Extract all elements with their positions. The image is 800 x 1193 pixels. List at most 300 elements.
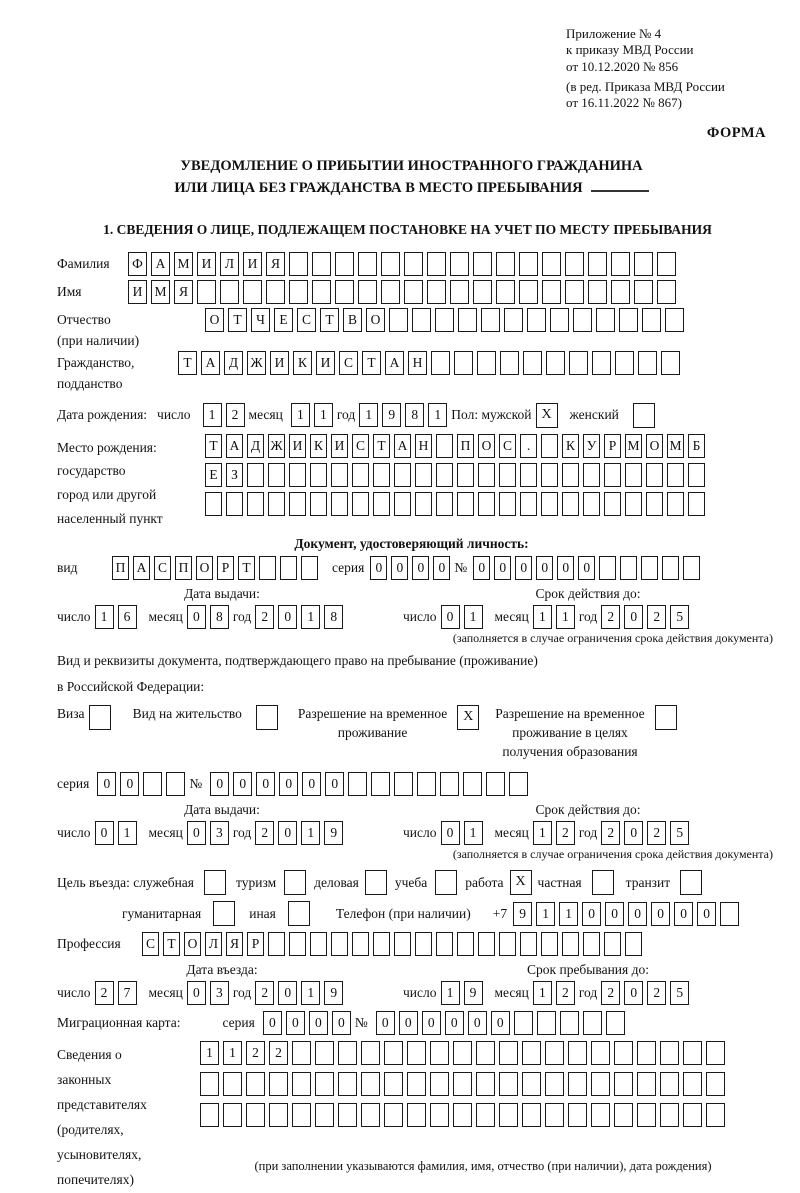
char-cell[interactable] [312,252,331,276]
char-cell[interactable]: Т [163,932,180,956]
char-cell[interactable]: Р [217,556,234,580]
char-cell[interactable] [634,252,653,276]
char-cell[interactable] [417,772,436,796]
char-cell[interactable] [352,492,369,516]
char-cell[interactable]: И [128,280,147,304]
char-cell[interactable] [599,556,616,580]
char-cell[interactable]: 9 [513,902,532,926]
char-cell[interactable] [527,308,546,332]
char-cell[interactable] [310,932,327,956]
char-cell[interactable]: А [394,434,411,458]
char-cell[interactable]: 0 [441,605,460,629]
transit-checkbox[interactable] [680,870,702,895]
char-cell[interactable] [259,556,276,580]
char-cell[interactable] [565,280,584,304]
char-cell[interactable] [223,1072,242,1096]
official-checkbox[interactable] [204,870,226,895]
char-cell[interactable] [614,1103,633,1127]
char-cell[interactable] [407,1103,426,1127]
char-cell[interactable] [662,556,679,580]
char-cell[interactable]: Ж [268,434,285,458]
char-cell[interactable]: Р [247,932,264,956]
char-cell[interactable]: У [583,434,600,458]
char-cell[interactable] [611,252,630,276]
char-cell[interactable]: Е [274,308,293,332]
char-cell[interactable]: 1 [314,403,333,427]
char-cell[interactable]: 0 [536,556,553,580]
char-cell[interactable]: 0 [97,772,116,796]
char-cell[interactable] [220,280,239,304]
char-cell[interactable]: Д [247,434,264,458]
char-cell[interactable] [476,1103,495,1127]
char-cell[interactable]: 1 [203,403,222,427]
char-cell[interactable] [720,902,739,926]
char-cell[interactable] [394,463,411,487]
char-cell[interactable] [550,308,569,332]
char-cell[interactable] [430,1072,449,1096]
char-cell[interactable]: 0 [445,1011,464,1035]
char-cell[interactable]: 0 [210,772,229,796]
char-cell[interactable]: 5 [670,981,689,1005]
char-cell[interactable] [384,1072,403,1096]
char-cell[interactable] [384,1103,403,1127]
char-cell[interactable] [268,463,285,487]
char-cell[interactable] [661,351,680,375]
char-cell[interactable]: 0 [441,821,460,845]
char-cell[interactable] [496,280,515,304]
char-cell[interactable] [315,1041,334,1065]
char-cell[interactable] [143,772,162,796]
char-cell[interactable] [500,351,519,375]
char-cell[interactable] [537,1011,556,1035]
char-cell[interactable] [315,1072,334,1096]
char-cell[interactable] [499,463,516,487]
char-cell[interactable]: 0 [95,821,114,845]
char-cell[interactable]: Я [174,280,193,304]
char-cell[interactable] [541,492,558,516]
char-cell[interactable] [660,1072,679,1096]
char-cell[interactable] [292,1041,311,1065]
char-cell[interactable] [541,932,558,956]
char-cell[interactable]: Т [373,434,390,458]
char-cell[interactable] [436,932,453,956]
char-cell[interactable] [358,252,377,276]
char-cell[interactable]: О [205,308,224,332]
char-cell[interactable] [335,280,354,304]
char-cell[interactable] [560,1011,579,1035]
char-cell[interactable] [436,492,453,516]
char-cell[interactable]: 8 [405,403,424,427]
char-cell[interactable]: К [562,434,579,458]
char-cell[interactable]: П [457,434,474,458]
char-cell[interactable]: 0 [491,1011,510,1035]
char-cell[interactable]: 0 [697,902,716,926]
char-cell[interactable]: 2 [647,605,666,629]
char-cell[interactable]: Ф [128,252,147,276]
char-cell[interactable]: И [270,351,289,375]
char-cell[interactable]: 0 [370,556,387,580]
char-cell[interactable]: 8 [324,605,343,629]
char-cell[interactable] [520,932,537,956]
char-cell[interactable]: 1 [428,403,447,427]
char-cell[interactable] [588,280,607,304]
char-cell[interactable]: 9 [382,403,401,427]
char-cell[interactable]: К [310,434,327,458]
char-cell[interactable]: 2 [246,1041,265,1065]
char-cell[interactable]: Т [178,351,197,375]
char-cell[interactable] [331,492,348,516]
char-cell[interactable] [625,492,642,516]
char-cell[interactable]: Ч [251,308,270,332]
char-cell[interactable] [268,932,285,956]
char-cell[interactable] [583,463,600,487]
char-cell[interactable] [453,1041,472,1065]
char-cell[interactable]: Т [362,351,381,375]
char-cell[interactable] [361,1041,380,1065]
char-cell[interactable] [431,351,450,375]
char-cell[interactable]: Т [205,434,222,458]
char-cell[interactable]: 0 [494,556,511,580]
char-cell[interactable] [473,252,492,276]
char-cell[interactable]: 2 [95,981,114,1005]
char-cell[interactable] [280,556,297,580]
char-cell[interactable] [546,351,565,375]
char-cell[interactable] [486,772,505,796]
char-cell[interactable] [450,252,469,276]
char-cell[interactable] [499,492,516,516]
char-cell[interactable] [481,308,500,332]
char-cell[interactable] [292,1072,311,1096]
char-cell[interactable] [310,463,327,487]
char-cell[interactable] [591,1041,610,1065]
char-cell[interactable] [407,1041,426,1065]
char-cell[interactable]: 0 [605,902,624,926]
char-cell[interactable] [338,1103,357,1127]
char-cell[interactable] [583,492,600,516]
char-cell[interactable] [243,280,262,304]
char-cell[interactable]: 0 [412,556,429,580]
char-cell[interactable]: К [293,351,312,375]
char-cell[interactable]: 1 [441,981,460,1005]
char-cell[interactable]: 9 [324,981,343,1005]
char-cell[interactable] [541,434,558,458]
char-cell[interactable]: Р [604,434,621,458]
char-cell[interactable]: 0 [278,821,297,845]
char-cell[interactable] [667,463,684,487]
char-cell[interactable]: 0 [624,821,643,845]
temp-residence-checkbox[interactable]: X [457,705,479,730]
char-cell[interactable]: 2 [556,821,575,845]
char-cell[interactable] [592,351,611,375]
char-cell[interactable]: Т [228,308,247,332]
char-cell[interactable]: 0 [325,772,344,796]
char-cell[interactable]: Д [224,351,243,375]
char-cell[interactable]: 2 [601,821,620,845]
char-cell[interactable] [166,772,185,796]
humanitarian-checkbox[interactable] [213,901,235,926]
char-cell[interactable]: 2 [255,605,274,629]
char-cell[interactable] [435,308,454,332]
char-cell[interactable]: Л [220,252,239,276]
char-cell[interactable] [478,463,495,487]
char-cell[interactable] [352,932,369,956]
char-cell[interactable]: 0 [233,772,252,796]
temp-residence-edu-checkbox[interactable] [655,705,677,730]
char-cell[interactable] [457,492,474,516]
char-cell[interactable] [519,252,538,276]
char-cell[interactable] [591,1072,610,1096]
char-cell[interactable]: 0 [391,556,408,580]
char-cell[interactable] [477,351,496,375]
char-cell[interactable]: А [201,351,220,375]
sex-female-checkbox[interactable] [633,403,655,428]
char-cell[interactable]: 0 [263,1011,282,1035]
char-cell[interactable] [381,252,400,276]
char-cell[interactable] [596,308,615,332]
char-cell[interactable]: 8 [210,605,229,629]
char-cell[interactable]: 0 [433,556,450,580]
char-cell[interactable]: 1 [223,1041,242,1065]
char-cell[interactable]: 0 [468,1011,487,1035]
char-cell[interactable] [545,1072,564,1096]
char-cell[interactable] [427,280,446,304]
char-cell[interactable] [522,1072,541,1096]
char-cell[interactable]: 0 [422,1011,441,1035]
char-cell[interactable]: С [297,308,316,332]
char-cell[interactable] [457,932,474,956]
char-cell[interactable] [404,252,423,276]
char-cell[interactable] [637,1041,656,1065]
char-cell[interactable] [688,492,705,516]
char-cell[interactable] [499,1041,518,1065]
char-cell[interactable] [338,1041,357,1065]
char-cell[interactable]: 1 [464,821,483,845]
char-cell[interactable]: 9 [464,981,483,1005]
char-cell[interactable]: . [520,434,537,458]
business-checkbox[interactable] [365,870,387,895]
char-cell[interactable]: И [197,252,216,276]
char-cell[interactable]: 2 [601,605,620,629]
char-cell[interactable]: 0 [628,902,647,926]
char-cell[interactable]: 2 [226,403,245,427]
char-cell[interactable]: 1 [536,902,555,926]
char-cell[interactable]: М [667,434,684,458]
char-cell[interactable] [683,1103,702,1127]
char-cell[interactable] [200,1103,219,1127]
char-cell[interactable]: 2 [556,981,575,1005]
char-cell[interactable] [683,1072,702,1096]
char-cell[interactable] [415,932,432,956]
char-cell[interactable] [499,1072,518,1096]
char-cell[interactable] [583,1011,602,1035]
char-cell[interactable] [200,1072,219,1096]
char-cell[interactable] [476,1041,495,1065]
char-cell[interactable]: 0 [120,772,139,796]
char-cell[interactable] [315,1103,334,1127]
char-cell[interactable] [289,280,308,304]
char-cell[interactable] [646,492,663,516]
char-cell[interactable]: Я [226,932,243,956]
char-cell[interactable] [436,463,453,487]
char-cell[interactable]: И [316,351,335,375]
char-cell[interactable] [373,492,390,516]
char-cell[interactable]: П [175,556,192,580]
char-cell[interactable] [371,772,390,796]
char-cell[interactable]: 3 [210,821,229,845]
char-cell[interactable]: 0 [651,902,670,926]
char-cell[interactable]: Б [688,434,705,458]
char-cell[interactable] [523,351,542,375]
char-cell[interactable]: Я [266,252,285,276]
char-cell[interactable] [289,492,306,516]
char-cell[interactable] [269,1103,288,1127]
char-cell[interactable]: 0 [187,605,206,629]
char-cell[interactable] [646,463,663,487]
char-cell[interactable]: 0 [302,772,321,796]
char-cell[interactable] [499,932,516,956]
char-cell[interactable] [312,280,331,304]
char-cell[interactable] [458,308,477,332]
char-cell[interactable]: 0 [624,605,643,629]
char-cell[interactable]: Т [320,308,339,332]
char-cell[interactable]: М [174,252,193,276]
char-cell[interactable]: 2 [601,981,620,1005]
char-cell[interactable]: 0 [286,1011,305,1035]
char-cell[interactable]: 6 [118,605,137,629]
char-cell[interactable] [289,252,308,276]
char-cell[interactable]: 1 [200,1041,219,1065]
char-cell[interactable]: 1 [464,605,483,629]
char-cell[interactable] [348,772,367,796]
char-cell[interactable] [504,308,523,332]
char-cell[interactable] [226,492,243,516]
char-cell[interactable] [266,280,285,304]
other-checkbox[interactable] [288,901,310,926]
char-cell[interactable]: 1 [556,605,575,629]
char-cell[interactable] [436,434,453,458]
char-cell[interactable] [394,772,413,796]
char-cell[interactable] [625,932,642,956]
char-cell[interactable]: О [196,556,213,580]
char-cell[interactable] [657,252,676,276]
char-cell[interactable]: 1 [559,902,578,926]
char-cell[interactable]: С [499,434,516,458]
char-cell[interactable] [683,1041,702,1065]
char-cell[interactable] [373,463,390,487]
char-cell[interactable]: 1 [359,403,378,427]
char-cell[interactable]: 0 [187,821,206,845]
char-cell[interactable]: 0 [278,981,297,1005]
char-cell[interactable] [568,1041,587,1065]
visa-checkbox[interactable] [89,705,111,730]
char-cell[interactable] [569,351,588,375]
char-cell[interactable] [453,1072,472,1096]
char-cell[interactable]: 1 [301,605,320,629]
char-cell[interactable] [520,492,537,516]
char-cell[interactable] [412,308,431,332]
char-cell[interactable]: 0 [582,902,601,926]
char-cell[interactable] [454,351,473,375]
char-cell[interactable] [706,1041,725,1065]
char-cell[interactable]: Ж [247,351,266,375]
char-cell[interactable] [522,1103,541,1127]
char-cell[interactable]: О [366,308,385,332]
private-checkbox[interactable] [592,870,614,895]
char-cell[interactable]: Н [415,434,432,458]
char-cell[interactable]: И [243,252,262,276]
char-cell[interactable]: А [151,252,170,276]
char-cell[interactable] [430,1041,449,1065]
char-cell[interactable] [247,463,264,487]
char-cell[interactable] [373,932,390,956]
char-cell[interactable] [519,280,538,304]
char-cell[interactable] [611,280,630,304]
char-cell[interactable] [642,308,661,332]
char-cell[interactable] [638,351,657,375]
char-cell[interactable] [415,463,432,487]
char-cell[interactable] [542,280,561,304]
char-cell[interactable] [361,1103,380,1127]
char-cell[interactable]: 2 [255,981,274,1005]
char-cell[interactable] [562,463,579,487]
char-cell[interactable]: Е [205,463,222,487]
char-cell[interactable]: 0 [399,1011,418,1035]
char-cell[interactable] [205,492,222,516]
char-cell[interactable] [688,463,705,487]
char-cell[interactable]: Т [238,556,255,580]
char-cell[interactable]: С [142,932,159,956]
tourism-checkbox[interactable] [284,870,306,895]
char-cell[interactable]: 0 [624,981,643,1005]
char-cell[interactable]: 2 [647,981,666,1005]
char-cell[interactable]: 1 [533,605,552,629]
char-cell[interactable]: 0 [256,772,275,796]
char-cell[interactable] [268,492,285,516]
char-cell[interactable] [473,280,492,304]
char-cell[interactable] [604,932,621,956]
char-cell[interactable]: 1 [533,821,552,845]
char-cell[interactable] [665,308,684,332]
char-cell[interactable] [620,556,637,580]
char-cell[interactable]: О [478,434,495,458]
char-cell[interactable] [407,1072,426,1096]
char-cell[interactable] [606,1011,625,1035]
char-cell[interactable]: П [112,556,129,580]
char-cell[interactable] [338,1072,357,1096]
char-cell[interactable]: 0 [187,981,206,1005]
char-cell[interactable] [269,1072,288,1096]
char-cell[interactable] [614,1041,633,1065]
char-cell[interactable] [625,463,642,487]
char-cell[interactable] [478,932,495,956]
char-cell[interactable] [453,1103,472,1127]
char-cell[interactable] [542,252,561,276]
char-cell[interactable] [358,280,377,304]
char-cell[interactable]: 1 [291,403,310,427]
char-cell[interactable] [440,772,459,796]
char-cell[interactable]: И [289,434,306,458]
char-cell[interactable] [499,1103,518,1127]
sex-male-checkbox[interactable]: X [536,403,558,428]
char-cell[interactable] [384,1041,403,1065]
char-cell[interactable] [660,1103,679,1127]
char-cell[interactable] [545,1103,564,1127]
char-cell[interactable] [331,932,348,956]
char-cell[interactable] [404,280,423,304]
char-cell[interactable] [637,1103,656,1127]
residence-permit-checkbox[interactable] [256,705,278,730]
char-cell[interactable]: О [184,932,201,956]
